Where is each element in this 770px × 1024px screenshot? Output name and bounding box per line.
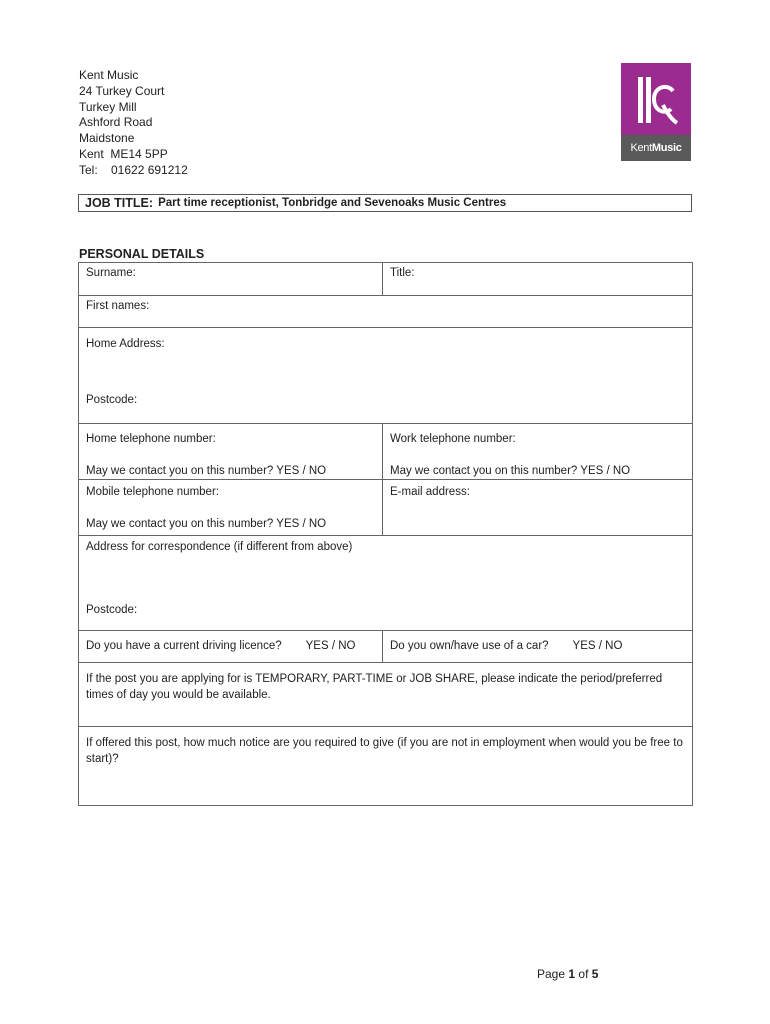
- address-telephone: Tel: 01622 691212: [79, 162, 188, 177]
- car-yes-no[interactable]: YES / NO: [572, 640, 623, 652]
- address-line: Turkey Mill: [79, 99, 137, 114]
- notice-period-question: If offered this post, how much notice are you required to give (if you are not in employment when would you be free to start)?: [86, 737, 683, 765]
- mobile-contact-question: May we contact you on this number? YES / NO: [86, 518, 327, 530]
- work-telephone-label: Work telephone number:: [390, 433, 516, 445]
- availability-question: If the post you are applying for is TEMPORARY, PART-TIME or JOB SHARE, please indicate the period/preferred times of day you would be available.: [86, 673, 663, 701]
- job-title-value: Part time receptionist, Tonbridge and Sevenoaks Music Centres: [158, 197, 507, 209]
- correspondence-postcode-label: Postcode:: [86, 604, 138, 616]
- page-total: 5: [591, 967, 599, 981]
- work-contact-question: May we contact you on this number? YES / NO: [390, 465, 631, 477]
- of-label: of: [578, 967, 589, 981]
- correspondence-address-field[interactable]: [79, 536, 693, 631]
- work-telephone-field[interactable]: [383, 424, 693, 480]
- car-question: Do you own/have use of a car?: [390, 640, 549, 652]
- page-label: Page: [537, 967, 566, 981]
- page-number: [537, 967, 598, 981]
- logo-k-icon: [621, 63, 691, 135]
- surname-label: Surname:: [86, 267, 136, 279]
- email-label: E-mail address:: [390, 486, 470, 498]
- title-field[interactable]: [383, 263, 693, 296]
- address-line: Ashford Road: [79, 115, 153, 130]
- home-address-label: Home Address:: [86, 338, 165, 350]
- logo-mark: [621, 63, 691, 135]
- mobile-telephone-label: Mobile telephone number:: [86, 486, 219, 498]
- home-telephone-label: Home telephone number:: [86, 433, 216, 445]
- page-current: 1: [568, 967, 576, 981]
- home-telephone-field[interactable]: [79, 424, 383, 480]
- driving-licence-question: Do you have a current driving licence?: [86, 640, 282, 652]
- driving-licence-field[interactable]: [79, 631, 383, 663]
- address-line: Maidstone: [79, 131, 135, 146]
- address-line: Kent Music: [79, 68, 139, 82]
- job-title-label: JOB TITLE:: [85, 196, 154, 210]
- notice-period-field[interactable]: [79, 727, 693, 806]
- car-field[interactable]: [383, 631, 693, 663]
- organisation-address: [79, 68, 188, 179]
- address-line: Kent ME14 5PP: [79, 146, 168, 161]
- job-title-box: [78, 194, 692, 212]
- title-label: Title:: [390, 267, 415, 279]
- surname-field[interactable]: [79, 263, 383, 296]
- correspondence-label: Address for correspondence (if different from above): [86, 541, 353, 553]
- logo-wordmark: [621, 135, 691, 161]
- driving-licence-yes-no[interactable]: YES / NO: [305, 640, 356, 652]
- availability-field[interactable]: [79, 663, 693, 727]
- logo-word-music: Music: [651, 142, 682, 154]
- kent-music-logo: [621, 63, 691, 161]
- home-postcode-label: Postcode:: [86, 394, 138, 406]
- email-field[interactable]: [383, 480, 693, 536]
- mobile-telephone-field[interactable]: [79, 480, 383, 536]
- personal-details-heading: PERSONAL DETAILS: [79, 247, 205, 261]
- home-contact-question: May we contact you on this number? YES / NO: [86, 465, 327, 477]
- home-address-field[interactable]: [79, 328, 693, 424]
- first-names-label: First names:: [86, 300, 150, 312]
- personal-details-form: [78, 262, 693, 806]
- logo-word-kent: Kent: [630, 142, 652, 154]
- first-names-field[interactable]: [79, 296, 693, 328]
- address-line: 24 Turkey Court: [79, 83, 165, 98]
